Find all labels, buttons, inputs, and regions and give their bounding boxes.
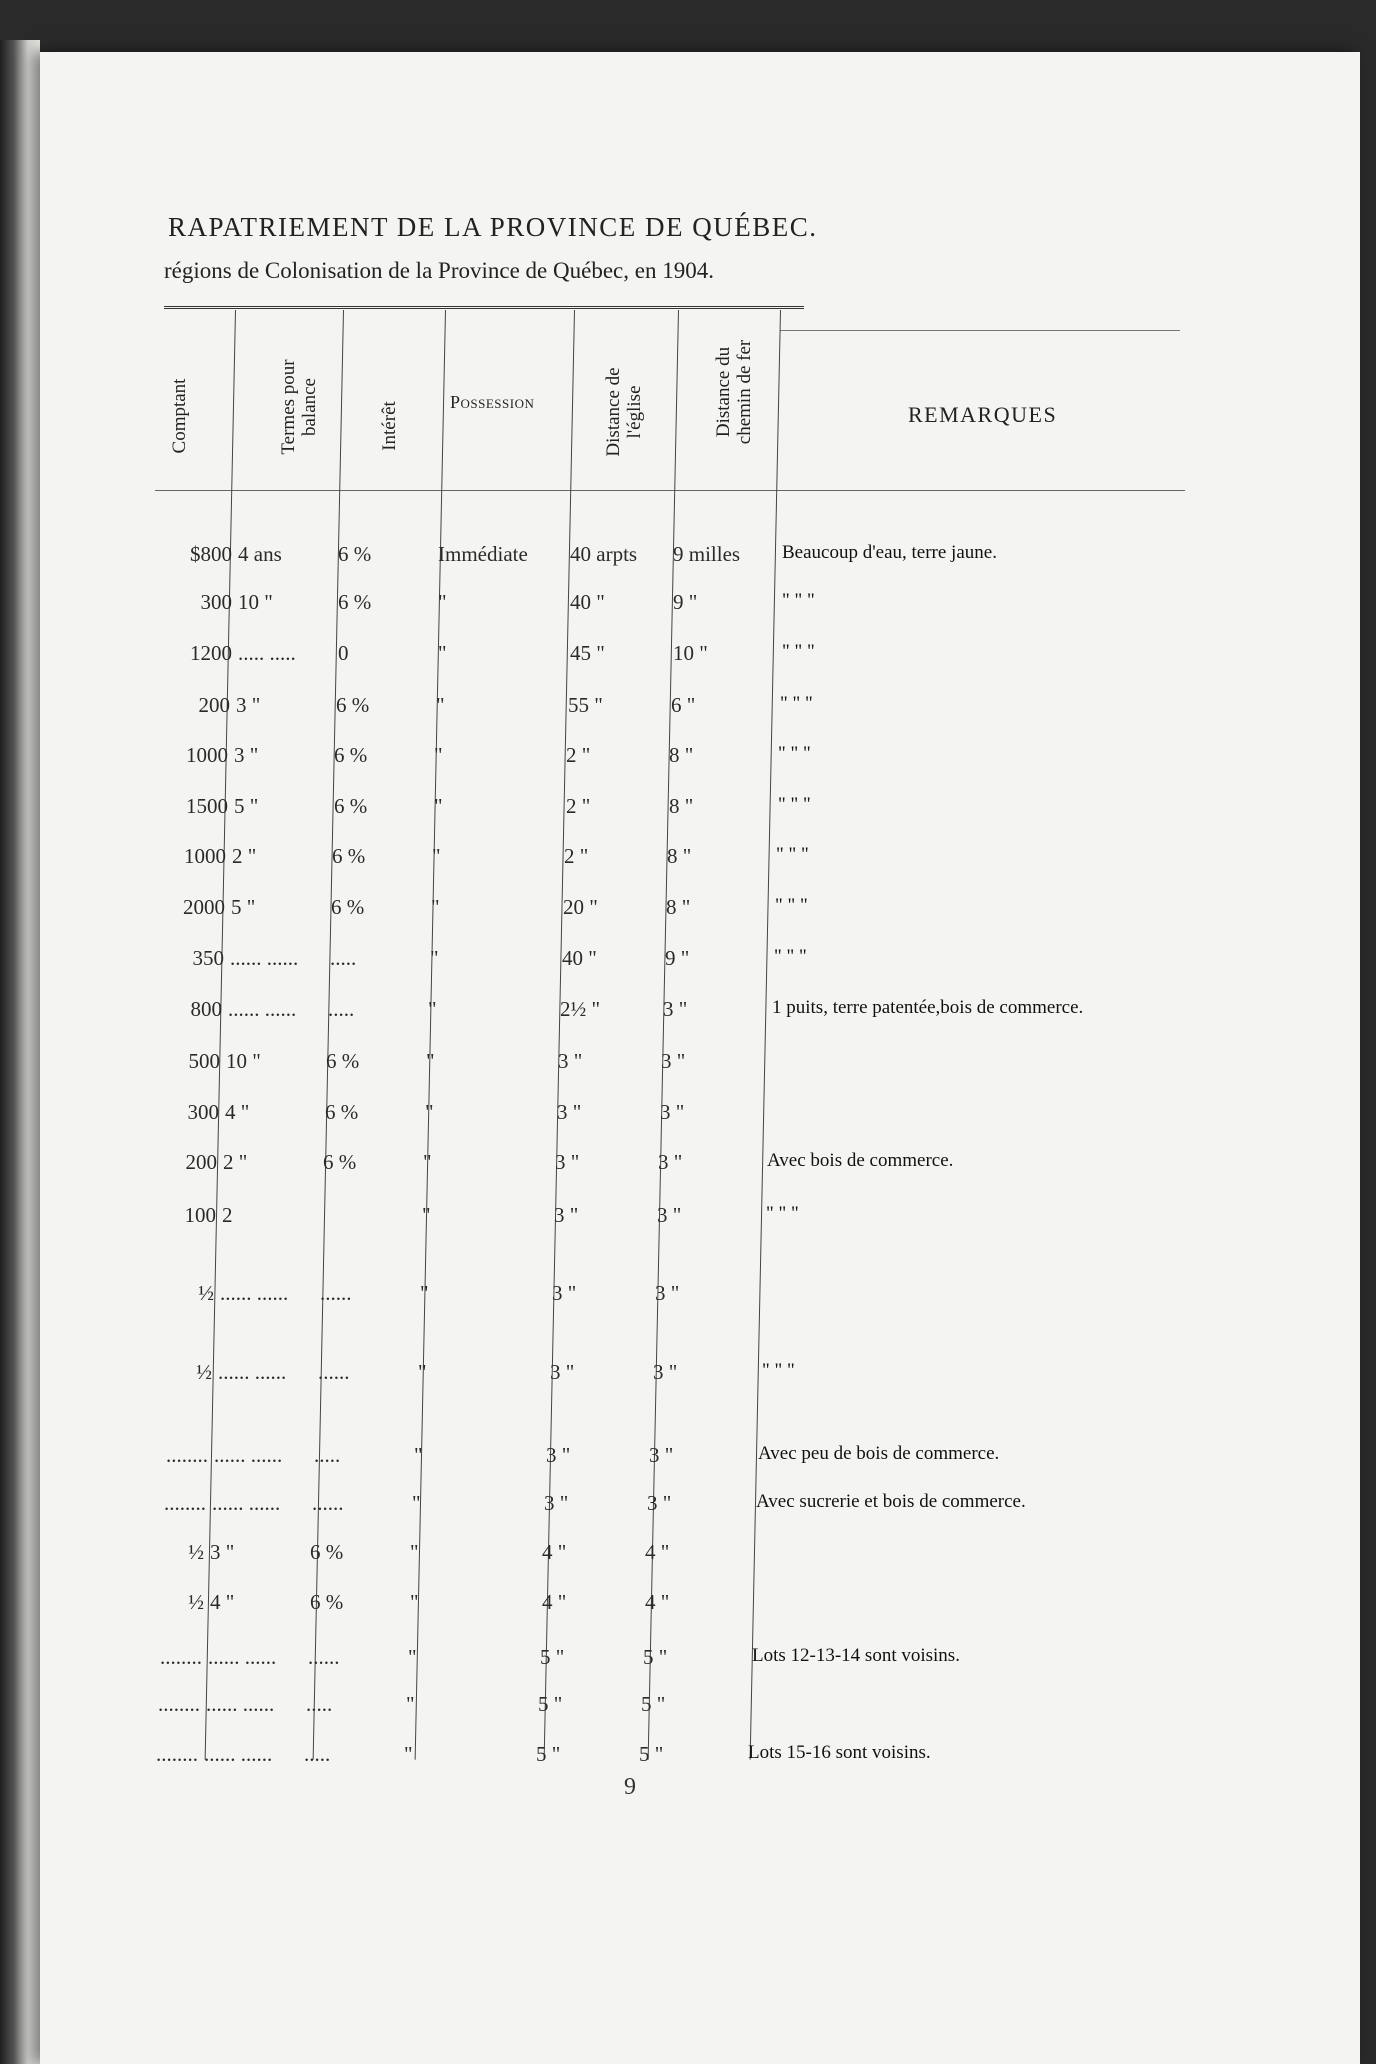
cell-remarques: Avec bois de commerce.: [767, 1150, 954, 1171]
cell-possession: ": [425, 1100, 434, 1124]
cell-possession: ": [426, 1049, 435, 1073]
cell-interet: 6 %: [334, 743, 368, 767]
cell-interet: 6 %: [332, 844, 366, 868]
cell-comptant: ........: [166, 1443, 208, 1467]
cell-comptant: 200: [185, 1150, 217, 1174]
cell-termes: 4 ": [210, 1590, 235, 1614]
cell-interet: 6 %: [338, 542, 372, 566]
cell-possession: ": [420, 1281, 429, 1305]
cell-possession: ": [408, 1645, 417, 1669]
page-title: RAPATRIEMENT DE LA PROVINCE DE QUÉBEC.: [168, 212, 818, 242]
page-subtitle: régions de Colonisation de la Province de Québec, en 1904.: [164, 258, 714, 283]
cell-interet: ......: [312, 1491, 344, 1515]
cell-comptant: 300: [200, 590, 232, 614]
cell-comptant: 200: [198, 693, 230, 717]
cell-remarques: Avec sucrerie et bois de commerce.: [756, 1491, 1026, 1512]
col-header-remarques: REMARQUES: [908, 402, 1058, 427]
cell-possession: ": [410, 1590, 419, 1614]
cell-eglise: 40 ": [570, 590, 605, 614]
cell-termes: ...... ......: [208, 1645, 277, 1669]
cell-chemin: 3 ": [663, 997, 688, 1021]
cell-interet: 6 %: [331, 895, 365, 919]
cell-chemin: 8 ": [667, 844, 692, 868]
col-header-possession: Possession: [450, 392, 535, 412]
cell-eglise: 3 ": [554, 1203, 579, 1227]
cell-possession: Immédiate: [438, 542, 528, 566]
cell-termes: 10 ": [226, 1049, 261, 1073]
cell-possession: ": [404, 1742, 413, 1766]
col-header-termes: Termes pour balance: [278, 359, 320, 455]
cell-possession: ": [412, 1491, 421, 1515]
cell-chemin: 8 ": [669, 794, 694, 818]
cell-possession: ": [432, 844, 441, 868]
cell-interet: .....: [328, 997, 355, 1021]
cell-interet: .....: [330, 946, 357, 970]
cell-comptant: 1000: [186, 743, 228, 767]
cell-comptant: ........: [158, 1692, 200, 1716]
cell-comptant: ........: [164, 1491, 206, 1515]
cell-termes: ...... ......: [204, 1742, 273, 1766]
cell-remarques: Lots 15-16 sont voisins.: [748, 1742, 931, 1763]
cell-possession: ": [422, 1203, 431, 1227]
cell-possession: ": [438, 590, 447, 614]
cell-eglise: 5 ": [538, 1692, 563, 1716]
cell-possession: ": [423, 1150, 432, 1174]
cell-comptant: 800: [190, 997, 222, 1021]
page-number: 9: [624, 1774, 636, 1800]
cell-termes: ...... ......: [212, 1491, 281, 1515]
cell-remarques: " " ": [780, 693, 813, 714]
cell-possession: ": [428, 997, 437, 1021]
cell-eglise: 3 ": [557, 1100, 582, 1124]
cell-interet: ......: [320, 1281, 352, 1305]
cell-possession: ": [434, 743, 443, 767]
cell-remarques: " " ": [776, 844, 809, 865]
cell-comptant: ........: [160, 1645, 202, 1669]
cell-chemin: 9 ": [665, 946, 690, 970]
cell-chemin: 3 ": [647, 1491, 672, 1515]
cell-remarques: " " ": [766, 1203, 799, 1224]
cell-chemin: 9 ": [673, 590, 698, 614]
cell-eglise: 55 ": [568, 693, 603, 717]
cell-interet: .....: [304, 1742, 331, 1766]
cell-chemin: 9 milles: [673, 542, 741, 566]
cell-interet: 0: [338, 641, 349, 665]
cell-chemin: 5 ": [639, 1742, 664, 1766]
cell-interet: ......: [318, 1360, 350, 1384]
cell-comptant: ½: [196, 1360, 212, 1384]
cell-comptant: 100: [184, 1203, 216, 1227]
cell-termes: 3 ": [210, 1540, 235, 1564]
cell-interet: 6 %: [334, 794, 368, 818]
cell-interet: 6 %: [338, 590, 372, 614]
cell-termes: 5 ": [231, 895, 256, 919]
cell-chemin: 6 ": [671, 693, 696, 717]
cell-eglise: 3 ": [555, 1150, 580, 1174]
cell-termes: ...... ......: [218, 1360, 287, 1384]
cell-termes: ...... ......: [214, 1443, 283, 1467]
cell-possession: ": [431, 895, 440, 919]
cell-chemin: 3 ": [649, 1443, 674, 1467]
cell-chemin: 5 ": [641, 1692, 666, 1716]
cell-chemin: 3 ": [655, 1281, 680, 1305]
cell-chemin: 3 ": [653, 1360, 678, 1384]
cell-remarques: " " ": [774, 946, 807, 967]
cell-remarques: " " ": [782, 590, 815, 611]
cell-possession: ": [418, 1360, 427, 1384]
cell-remarques: Beaucoup d'eau, terre jaune.: [782, 542, 997, 563]
cell-eglise: 4 ": [542, 1590, 567, 1614]
cell-chemin: 4 ": [645, 1590, 670, 1614]
cell-possession: ": [438, 641, 447, 665]
cell-remarques: " " ": [762, 1360, 795, 1381]
cell-interet: 6 %: [336, 693, 370, 717]
cell-termes: 5 ": [234, 794, 259, 818]
cell-termes: ...... ......: [220, 1281, 289, 1305]
cell-possession: ": [436, 693, 445, 717]
cell-comptant: ½: [188, 1590, 204, 1614]
col-header-comptant: Comptant: [169, 378, 190, 454]
cell-eglise: 3 ": [546, 1443, 571, 1467]
cell-comptant: ½: [188, 1540, 204, 1564]
cell-possession: ": [410, 1540, 419, 1564]
cell-possession: ": [434, 794, 443, 818]
cell-chemin: 10 ": [673, 641, 708, 665]
cell-termes: 10 ": [238, 590, 273, 614]
cell-eglise: 4 ": [542, 1540, 567, 1564]
cell-remarques: " " ": [775, 895, 808, 916]
cell-termes: 2 ": [232, 844, 257, 868]
cell-comptant: 350: [192, 946, 224, 970]
cell-termes: ...... ......: [230, 946, 299, 970]
cell-termes: ...... ......: [206, 1692, 275, 1716]
top-rule: [164, 306, 804, 309]
cell-comptant: 1500: [186, 794, 228, 818]
cell-comptant: 500: [188, 1049, 220, 1073]
cell-comptant: 2000: [183, 895, 225, 919]
cell-possession: ": [414, 1443, 423, 1467]
cell-interet: 6 %: [310, 1590, 344, 1614]
cell-eglise: 5 ": [540, 1645, 565, 1669]
cell-interet: .....: [306, 1692, 333, 1716]
cell-remarques: 1 puits, terre patentée,bois de commerce.: [772, 997, 1084, 1018]
col-header-interet: Intérêt: [379, 401, 400, 451]
cell-interet: 6 %: [326, 1049, 360, 1073]
cell-comptant: ½: [198, 1281, 214, 1305]
cell-eglise: 2 ": [566, 743, 591, 767]
cell-interet: ......: [308, 1645, 340, 1669]
cell-remarques: " " ": [782, 641, 815, 662]
cell-eglise: 3 ": [552, 1281, 577, 1305]
cell-interet: .....: [314, 1443, 341, 1467]
header-divider: [155, 490, 1185, 491]
cell-chemin: 3 ": [660, 1100, 685, 1124]
cell-comptant: 300: [187, 1100, 219, 1124]
cell-eglise: 40 ": [562, 946, 597, 970]
cell-chemin: 8 ": [666, 895, 691, 919]
cell-termes: 2 ": [223, 1150, 248, 1174]
cell-remarques: Lots 12-13-14 sont voisins.: [752, 1645, 960, 1666]
cell-chemin: 3 ": [657, 1203, 682, 1227]
cell-comptant: ........: [156, 1742, 198, 1766]
top-rule-right: [780, 330, 1180, 331]
cell-possession: ": [406, 1692, 415, 1716]
cell-termes: ..... .....: [238, 641, 296, 665]
cell-comptant: $800: [190, 542, 232, 566]
cell-chemin: 5 ": [643, 1645, 668, 1669]
cell-chemin: 3 ": [658, 1150, 683, 1174]
cell-eglise: 3 ": [558, 1049, 583, 1073]
cell-termes: ...... ......: [228, 997, 297, 1021]
col-header-eglise: Distance de l'église: [603, 367, 645, 457]
cell-comptant: 1000: [184, 844, 226, 868]
cell-eglise: 40 arpts: [570, 542, 638, 566]
cell-termes: 4 ": [225, 1100, 250, 1124]
cell-eglise: 2 ": [566, 794, 591, 818]
cell-eglise: 5 ": [536, 1742, 561, 1766]
cell-interet: 6 %: [325, 1100, 359, 1124]
cell-eglise: 20 ": [563, 895, 598, 919]
cell-possession: ": [430, 946, 439, 970]
cell-comptant: 1200: [190, 641, 232, 665]
cell-remarques: Avec peu de bois de commerce.: [758, 1443, 1000, 1464]
cell-termes: 2: [222, 1203, 233, 1227]
cell-termes: 4 ans: [238, 542, 282, 566]
cell-eglise: 2½ ": [560, 997, 601, 1021]
cell-eglise: 3 ": [544, 1491, 569, 1515]
col-header-chemin: Distance du chemin de fer: [713, 339, 755, 445]
cell-termes: 3 ": [234, 743, 259, 767]
cell-interet: 6 %: [323, 1150, 357, 1174]
cell-eglise: 45 ": [570, 641, 605, 665]
cell-interet: 6 %: [310, 1540, 344, 1564]
cell-eglise: 2 ": [564, 844, 589, 868]
cell-termes: 3 ": [236, 693, 261, 717]
cell-remarques: " " ": [778, 743, 811, 764]
cell-chemin: 3 ": [661, 1049, 686, 1073]
cell-remarques: " " ": [778, 794, 811, 815]
cell-chemin: 8 ": [669, 743, 694, 767]
cell-eglise: 3 ": [550, 1360, 575, 1384]
book-spine: [0, 40, 40, 2064]
cell-chemin: 4 ": [645, 1540, 670, 1564]
